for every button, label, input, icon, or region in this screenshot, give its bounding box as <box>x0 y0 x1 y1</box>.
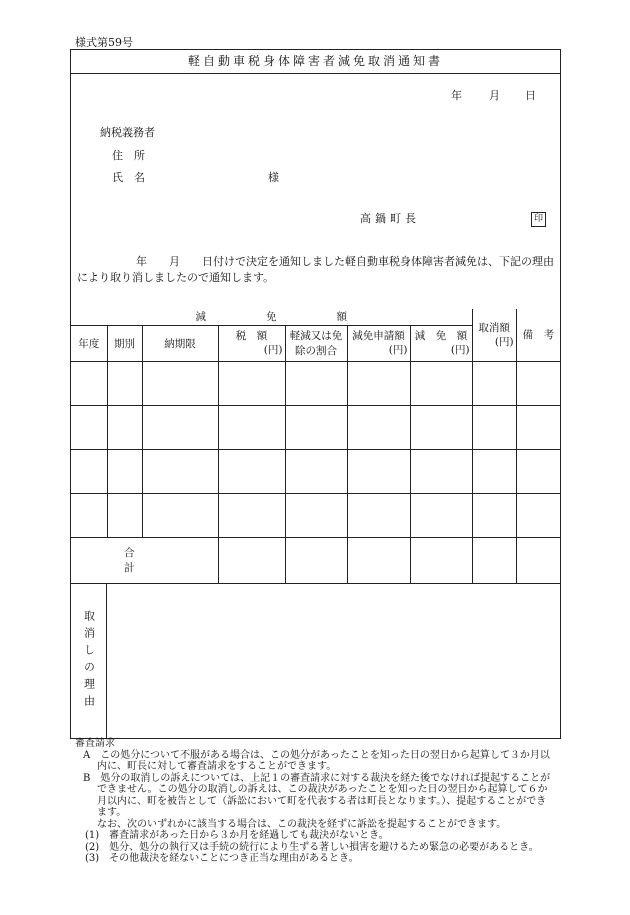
table-cell <box>516 405 560 449</box>
header-cancelled-amount <box>472 309 516 361</box>
notice-text: 日付けで決定を通知しました軽自動車税身体障害者減免は、下記の理由により取り消しましたので通知します。 <box>77 255 554 284</box>
table-row <box>71 405 560 449</box>
header-period: 期別 <box>107 325 142 361</box>
table-cell <box>347 493 410 537</box>
table-cell <box>410 405 472 449</box>
header-requested-amount <box>347 325 410 361</box>
table-cell <box>285 493 347 537</box>
table-cell <box>410 449 472 493</box>
table-cell <box>472 493 516 537</box>
table-cell <box>516 493 560 537</box>
total-label: 合計 <box>71 537 218 583</box>
header-cancelled-amount-label: 取消額 <box>478 321 510 334</box>
header-fiscal-year: 年度 <box>71 325 107 361</box>
reason-label-cell <box>71 584 107 738</box>
table-cell <box>142 405 218 449</box>
notes-title: 審査請求 <box>75 738 115 749</box>
table-cell <box>142 361 218 405</box>
notice-form <box>70 49 561 739</box>
reason-label: 取消しの理由 <box>82 610 96 712</box>
table-cell <box>107 493 142 537</box>
header-exemption-amount-label: 減 免 額 <box>414 330 468 342</box>
notice-body <box>77 254 559 286</box>
date-month-label: 月 <box>489 89 500 102</box>
date-day-label: 日 <box>525 89 536 102</box>
header-tax-amount <box>218 325 285 361</box>
note-b-continued: なお、次のいずれかに該当する場合は、この裁決を経ずに訴訟を提起することができます。 <box>97 818 507 830</box>
note-b: B 処分の取消しの訴えについては、上記１の審査請求に対する裁決を経た後でなければ提起することができません。この処分の取消しの訴えは、この裁決があったことを知った日の翌日から起算して６か月以内に、町を被告として（訴訟において町を代表する者は町長となります。）、提起することができます。 <box>83 772 551 818</box>
table-cell <box>218 493 285 537</box>
table-cell <box>347 361 410 405</box>
total-row <box>71 537 560 583</box>
header-due-date: 納期限 <box>142 325 218 361</box>
table-cell <box>347 405 410 449</box>
exemption-group-header: 減免額 <box>71 309 472 325</box>
table-cell <box>285 537 347 583</box>
table-row <box>71 449 560 493</box>
table-cell <box>107 405 142 449</box>
name-label: 氏 名 <box>112 171 145 184</box>
table-cell <box>410 493 472 537</box>
header-cancelled-amount-unit: (円) <box>494 335 514 348</box>
notice-year-label: 年 <box>136 255 147 268</box>
table-cell <box>107 449 142 493</box>
table-cell <box>472 405 516 449</box>
cancellation-reason-section <box>71 583 560 738</box>
form-number: 様式第59号 <box>75 36 133 49</box>
header-exemption-amount-unit: (円) <box>450 344 470 356</box>
taxpayer-label: 納税義務者 <box>100 126 155 139</box>
header-tax-amount-label: 税 額 <box>235 330 268 342</box>
table-cell <box>285 449 347 493</box>
table-cell <box>71 361 107 405</box>
table-cell <box>347 537 410 583</box>
appeal-notes <box>75 738 555 865</box>
table-cell <box>218 537 285 583</box>
table-row <box>71 361 560 405</box>
table-cell <box>218 361 285 405</box>
issuer-name: 高鍋町長 <box>360 212 420 225</box>
table-cell <box>71 493 107 537</box>
table-row <box>71 493 560 537</box>
note-item-1: (1) 審査請求があった日から３か月を経過しても裁決がないとき。 <box>85 830 389 841</box>
header-requested-amount-label: 減免申請額 <box>352 330 405 342</box>
note-item-2: (2) 処分、処分の執行又は手続の続行により生ずる著しい損害を避けるため緊急の必要があるとき。 <box>85 841 539 853</box>
table-cell <box>285 361 347 405</box>
table-cell <box>472 361 516 405</box>
note-a: A この処分について不服がある場合は、この処分があったことを知った日の翌日から起算して３か月以内に、町長に対して審査請求をすることができます。 <box>83 749 550 772</box>
header-exemption-amount <box>410 325 472 361</box>
table-cell <box>472 537 516 583</box>
table-cell <box>410 537 472 583</box>
table-cell <box>516 537 560 583</box>
table-cell <box>71 449 107 493</box>
seal-mark: 印 <box>531 212 546 227</box>
table-cell <box>410 361 472 405</box>
table-cell <box>347 449 410 493</box>
notice-month-label: 月 <box>169 255 180 268</box>
table-cell <box>516 361 560 405</box>
exemption-amount-table <box>71 309 560 584</box>
table-cell <box>285 405 347 449</box>
honorific-label: 様 <box>268 171 279 184</box>
table-cell <box>142 493 218 537</box>
note-item-3: (3) その他裁決を経ないことにつき正当な理由があるとき。 <box>85 853 359 864</box>
header-reduction-rate: 軽減又は免除の割合 <box>285 325 347 361</box>
table-cell <box>472 449 516 493</box>
table-cell <box>218 405 285 449</box>
table-cell <box>218 449 285 493</box>
table-cell <box>516 449 560 493</box>
table-cell <box>142 449 218 493</box>
form-title: 軽自動車税身体障害者減免取消通知書 <box>71 50 560 74</box>
address-label: 住 所 <box>112 149 145 162</box>
header-requested-amount-unit: (円) <box>388 344 408 356</box>
header-tax-amount-unit: (円) <box>263 344 283 356</box>
table-cell <box>71 405 107 449</box>
table-cell <box>107 361 142 405</box>
header-remarks: 備 考 <box>516 309 560 361</box>
date-year-label: 年 <box>451 89 462 102</box>
